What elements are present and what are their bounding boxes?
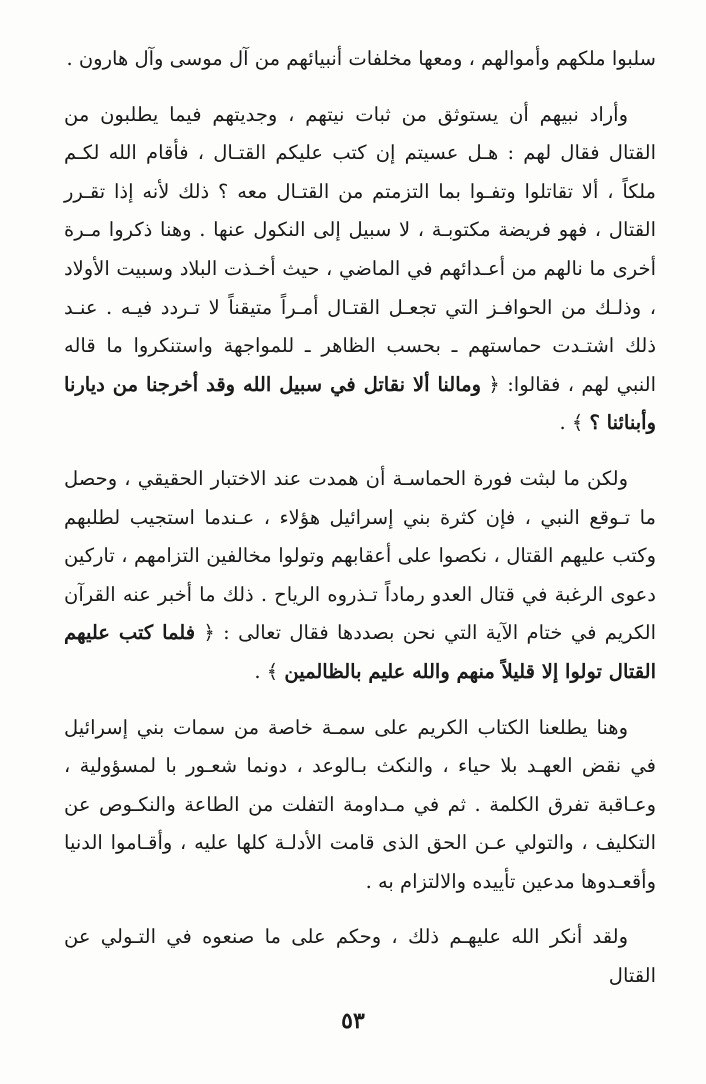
paragraph-4 (64, 709, 656, 902)
quran-verse: فلما كتب عليهم القتال تولوا إلا قليلاً منهم والله عليم بالظالمين (64, 621, 656, 683)
quran-bracket-open: ﴿ (195, 621, 224, 645)
quran-bracket-close: ﴾ . (559, 411, 590, 435)
body-text (64, 40, 656, 1013)
paragraph-5 (64, 918, 656, 995)
paragraph-3 (64, 460, 656, 692)
text-segment: وهنا يطلعنا الكتاب الكريم على سمـة خاصة من سمات بني إسرائيل في نقض العهـد بلا حياء ، والنكث بـالوعد ، دونما شعـور با لمسؤولية ، وعـاقبة تفرق الكلمة . ثم في مـداومة التفلت من الطاعة والنكـوص عن التكليف ، والتولي عـن الحق الذى قامت الأدلـة كلها عليه ، وأقـاموا الدنيا وأقعـدوها مدعين تأييده والالتزام به . (64, 715, 656, 893)
text-segment: ولكن ما لبثت فورة الحماسـة أن همدت عند الاختبار الحقيقي ، وحصل ما تـوقع النبي ، فإن كثرة بني إسرائيل هؤلاء ، عـندما استجيب لطلبهم وكتب عليهم القتال ، نكصوا على أعقابهم وتولوا مخالفين التزامهم ، تاركين دعوى الرغبة في قتال العدو رماداً تـذروه الرياح . ذلك ما أخبر عنه القرآن الكريم في ختام الآية التي نحن بصددها فقال تعالى : (64, 466, 657, 645)
text-segment: سلبوا ملكهم وأموالهم ، ومعها مخلفات أنبيائهم من آل موسى وآل هارون . (66, 47, 656, 70)
quran-bracket-close: ﴾ . (254, 659, 285, 683)
page-number: ٥٣ (341, 1008, 365, 1034)
text-segment: وأراد نبيهم أن يستوثق من ثبات نيتهم ، وجديتهم فيما يطلبون من القتال فقال لهم : هـل عسيتم إن كتب عليكم القتـال ، فأقام الله لكـم ملكاً ، ألا تقاتلوا وتفـوا بما التزمتم من القتـال معه ؟ ذلك لأنه إذا تقـرر القتال ، فهو فريضة مكتوبـة ، لا سبيل إلى النكول عنها . وهنا ذكروا مـرة أخرى ما نالهم من أعـدائهم في الماضي ، حيث أخـذت البلاد وسبيت الأولاد ، وذلـك من الحوافـز التي تجعـل القتـال أمـراً متيقناً لا تـردد فيـه . عنـد ذلك اشتـدت حماستهم ـ بحسب الظاهر ـ للمواجهة واستنكروا ما قاله النبي لهم ، فقالوا: (64, 102, 656, 396)
quran-verse: ومالنا ألا نقاتل في سبيل الله وقد أخرجنا من ديارنا وأبنائنا ؟ (64, 372, 656, 435)
paragraph-1 (64, 40, 656, 79)
text-segment: ولقد أنكر الله عليهـم ذلك ، وحكم على ما صنعوه في التـولي عن القتال (64, 925, 656, 988)
paragraph-2 (64, 96, 656, 443)
quran-bracket-open: ﴿ (481, 372, 508, 396)
